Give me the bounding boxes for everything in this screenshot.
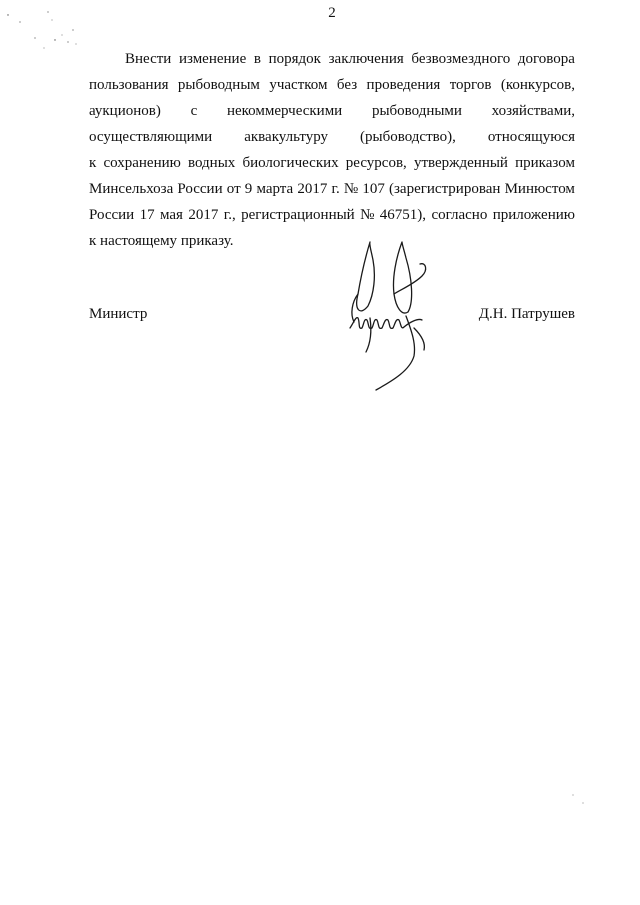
paragraph-word: торгов	[449, 77, 492, 93]
paragraph-word: приложению	[492, 207, 575, 223]
signature-block	[89, 303, 575, 325]
paragraph-word: Минюстом	[504, 181, 575, 197]
paragraph-line	[89, 72, 575, 98]
paragraph-word: 2017	[188, 207, 219, 223]
paragraph-word: к	[89, 155, 97, 171]
paragraph-line	[89, 98, 575, 124]
paragraph-word: сохранению	[103, 155, 181, 171]
paragraph-line	[89, 46, 575, 72]
paragraph-word: ресурсов,	[345, 155, 407, 171]
paragraph-word: проведения	[366, 77, 441, 93]
paragraph-line	[89, 176, 575, 202]
signer-position: Министр	[89, 306, 148, 322]
paragraph-word: настоящему	[100, 233, 181, 249]
paragraph-word: от	[226, 181, 241, 197]
paragraph-word: (рыбоводство),	[360, 129, 456, 145]
paragraph-word: безвозмездного	[411, 51, 511, 67]
handwritten-signature	[340, 232, 440, 394]
paragraph-word: договора	[517, 51, 575, 67]
paragraph-word: приказу.	[180, 233, 234, 249]
paragraph-word: осуществляющими	[89, 129, 213, 145]
paragraph-word: Минсельхоза	[89, 181, 174, 197]
paragraph-word: заключения	[328, 51, 404, 67]
paragraph-word: 107	[362, 181, 385, 197]
paragraph-word: г.,	[223, 207, 236, 223]
paragraph-line	[89, 150, 575, 176]
paragraph-word: водных	[188, 155, 236, 171]
paragraph-word: России	[89, 207, 135, 223]
paragraph-word: хозяйствами,	[491, 103, 575, 119]
paragraph-word: участком	[269, 77, 328, 93]
paragraph-word: мая	[160, 207, 183, 223]
paragraph-word: приказом	[515, 155, 575, 171]
paragraph-word: аукционов)	[89, 103, 161, 119]
paragraph-word: без	[336, 77, 358, 93]
paragraph-word: аквакультуру	[244, 129, 329, 145]
paragraph-word: 46751),	[379, 207, 427, 223]
paragraph-word: порядок	[268, 51, 321, 67]
paragraph-word: рыбоводным	[177, 77, 260, 93]
paragraph-word: России	[177, 181, 223, 197]
paragraph-word: утвержденный	[413, 155, 508, 171]
page-number: 2	[328, 5, 336, 21]
paragraph-line	[89, 124, 575, 150]
paragraph-word: некоммерческими	[226, 103, 343, 119]
paragraph-word: 17	[139, 207, 155, 223]
paragraph-word: (конкурсов,	[500, 77, 575, 93]
paragraph-word: 2017	[297, 181, 328, 197]
paragraph-word: к	[89, 233, 101, 249]
paragraph-word: 9	[244, 181, 253, 197]
paragraph-word: марта	[256, 181, 294, 197]
paragraph-word: рыбоводными	[371, 103, 462, 119]
paragraph-line	[89, 202, 575, 228]
paragraph-word: (зарегистрирован	[389, 181, 501, 197]
paragraph-word: регистрационный	[241, 207, 355, 223]
paragraph-word: с	[190, 103, 198, 119]
paragraph-word: относящуюся	[487, 129, 575, 145]
signer-name: Д.Н. Патрушев	[478, 306, 575, 322]
paragraph-word: г.	[331, 181, 340, 197]
paragraph-word: №	[343, 181, 359, 197]
paragraph-word: изменение	[178, 51, 247, 67]
paragraph-word: в	[253, 51, 261, 67]
paragraph-word: пользования	[89, 77, 169, 93]
paragraph-word: биологических	[242, 155, 339, 171]
paragraph-word: Внести	[125, 51, 172, 67]
order-paragraph	[89, 46, 575, 254]
paragraph-line	[89, 228, 575, 254]
paragraph-word: №	[360, 207, 375, 223]
paragraph-word: согласно	[431, 207, 488, 223]
